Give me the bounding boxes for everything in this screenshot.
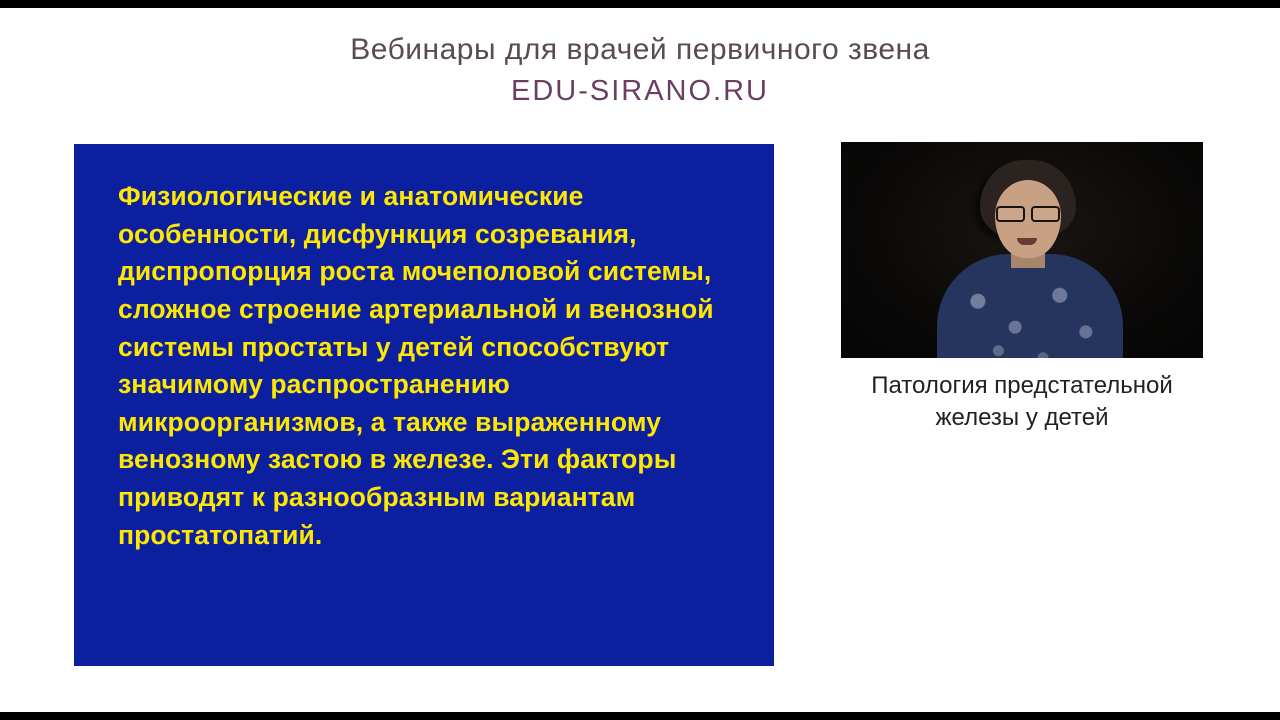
video-caption: Патология предстательной железы у детей: [871, 372, 1173, 431]
slide-body-text: Физиологические и анатомические особенности, дисфункция созревания, диспропорция роста мочеполовой системы, сложное строение артериальной и венозной системы простаты у детей способствуют значимому распространению микроорганизмов, а также выраженному венозному застою в железе. Эти факторы приводят к разнообразным вариантам простатопатий.: [118, 181, 714, 550]
letterbox-top: [0, 0, 1280, 8]
speaker-video[interactable]: [841, 142, 1203, 358]
slide-text-panel: [74, 144, 774, 666]
header-title: Вебинары для врачей первичного звена: [350, 33, 930, 66]
letterbox-bottom: [0, 712, 1280, 720]
slide-canvas: [0, 8, 1280, 712]
header-site-url: EDU-SIRANO.RU: [510, 75, 769, 107]
speaker-blouse-pattern: [937, 254, 1123, 358]
slide-header: [0, 32, 1280, 109]
glasses-icon: [996, 206, 1060, 219]
